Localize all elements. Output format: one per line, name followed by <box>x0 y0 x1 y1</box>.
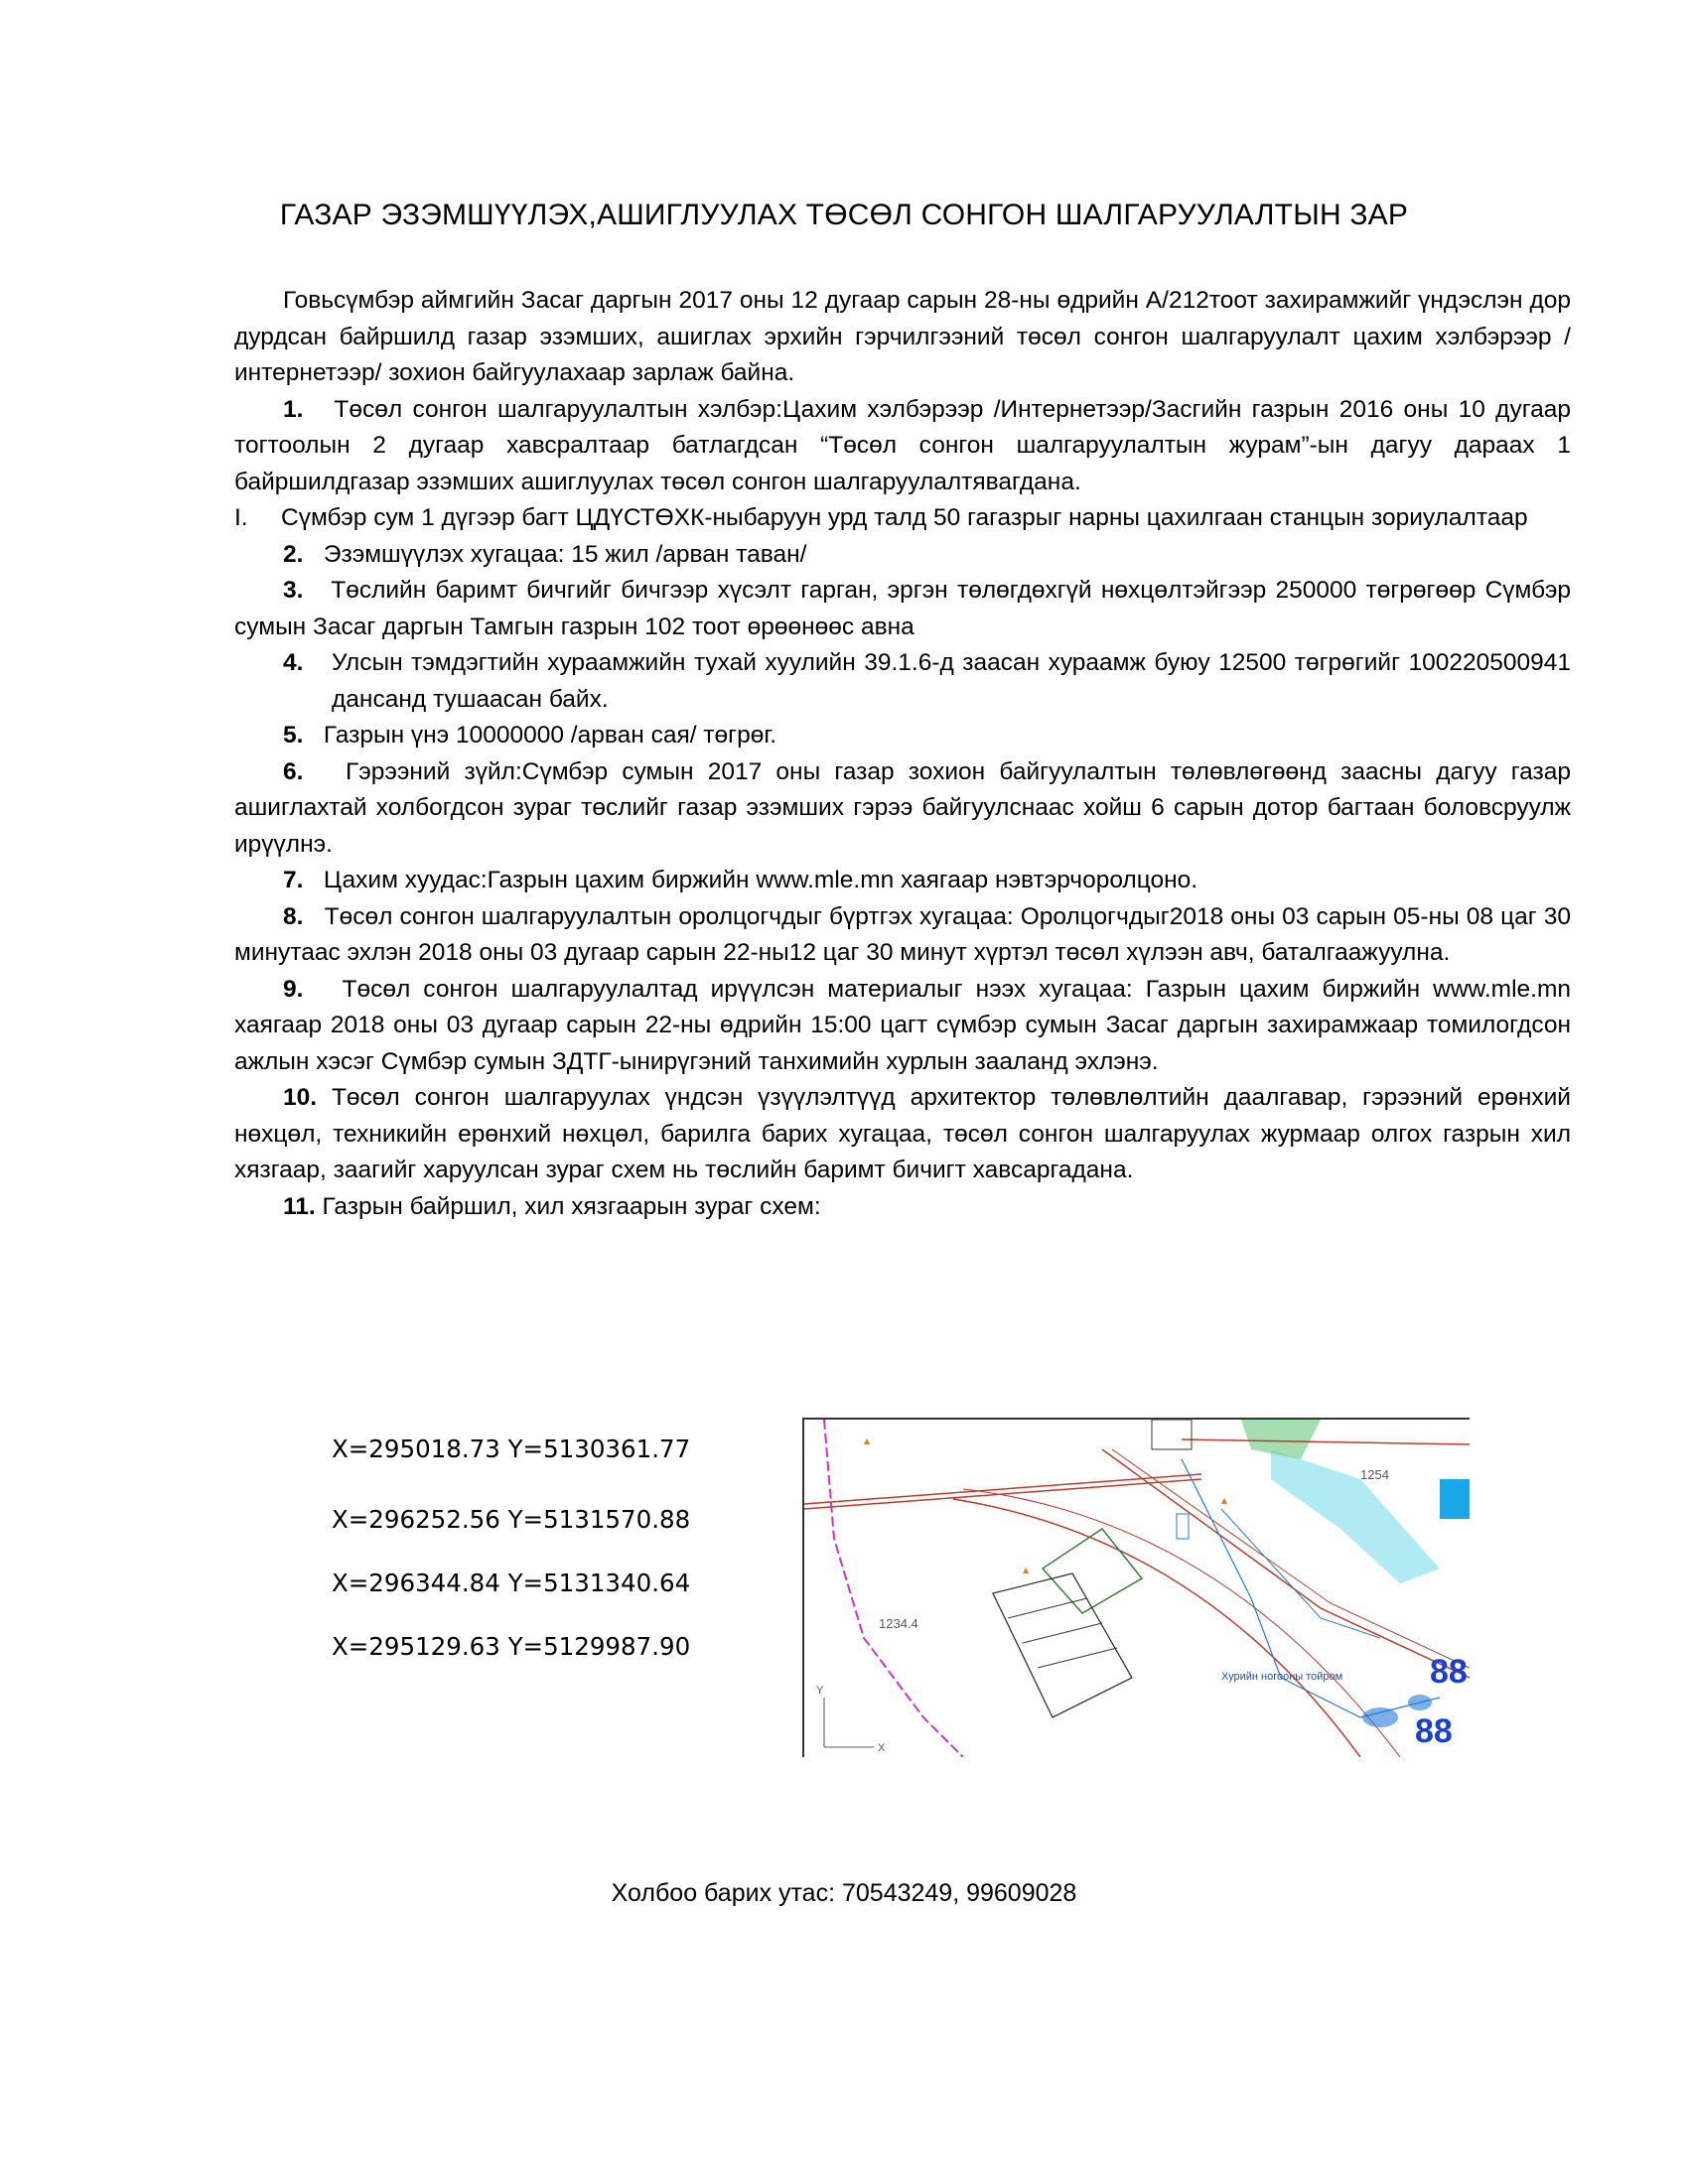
map-label: 88 <box>1430 1653 1468 1691</box>
coordinate-3: X=296344.84 Y=5131340.64 <box>332 1569 691 1597</box>
item-text: Газрын үнэ 10000000 /арван сая/ төгрөг. <box>323 722 777 749</box>
item-number: 6. <box>283 757 304 785</box>
map-axis-label: Y <box>816 1685 824 1697</box>
item-number: 8. <box>283 902 304 930</box>
item-text: Эзэмшүүлэх хугацаа: 15 жил /арван таван/ <box>323 540 807 568</box>
contact-phone: Холбоо барих утас: 70543249, 99609028 <box>611 1879 1077 1907</box>
item-text: Гэрээний зүйл:Сүмбэр сумын 2017 оны газар зохион байгуулалтын төлөвлөгөөнд заасны дагуу газар ашиглахтай холбогдсон зураг төслийг газар эзэмших гэрээ байгуулснаас хойш 6 сарын дотор багтаан боловсруулж ирүүлнэ. <box>234 757 1572 858</box>
document-title: ГАЗАР ЭЗЭМШҮҮЛЭХ,АШИГЛУУЛАХ ТӨСӨЛ СОНГОН ШАЛГАРУУЛАЛТЫН ЗАР <box>279 199 1409 231</box>
road-line <box>1182 1439 1470 1444</box>
item-text: Төсөл сонгон шалгаруулалтад ирүүлсэн материалыг нээх хугацаа: Газрын цахим биржийн www.mle.mn хаягаар 2018 оны 03 дугаар сарын 22-ны өдрийн 15:00 цагт сүмбэр сумын Засаг даргын захирамжаар томилогдсон ажлын хэсэг Сүмбэр сумын ЗДТГ-ынирүгэний танхимийн хурлын зааланд эхлэнэ. <box>234 975 1571 1075</box>
building <box>1177 1514 1189 1539</box>
document-body <box>234 283 1571 1225</box>
pond <box>1362 1707 1398 1727</box>
list-item-11 <box>234 1189 1571 1226</box>
item-number: 1. <box>283 395 304 423</box>
item-text: Төслийн баримт бичгийг бичгээр хүсэлт гарган, эргэн төлөгдөхгүй нөхцөлтэйгээр 250000 төгрөгөөр Сүмбэр сумын Засаг даргын Тамгын газрын 102 тоот өрөөнөөс авна <box>234 577 1572 640</box>
building <box>1152 1420 1192 1449</box>
target-parcel <box>993 1573 1132 1717</box>
grid-line <box>824 1420 963 1757</box>
item-text: Төсөл сонгон шалгаруулалтын хэлбэр:Цахим хэлбэрээр /Интернетээр/Засгийн газрын 2016 оны 10 дугаар тогтоолын 2 дугаар хавсралтаар батлагдсан “Төсөл сонгон шалгаруулалтын журам”-ын дагуу дараах 1 байршилдгазар эзэмших ашиглуулах төсөл сонгон шалгаруулалтявагдана. <box>234 395 1571 495</box>
parcel-outline <box>1043 1529 1142 1613</box>
item-number: 10. <box>283 1084 318 1111</box>
marker-icon: ▴ <box>1221 1493 1228 1507</box>
green-area <box>1241 1420 1321 1459</box>
marker-icon: ▴ <box>1023 1563 1030 1576</box>
pond <box>1408 1695 1432 1710</box>
parcel-divider <box>1038 1648 1117 1668</box>
list-item-8 <box>234 899 1571 972</box>
sub-item-number: I. <box>234 504 248 531</box>
marker-icon: ▴ <box>864 1433 871 1447</box>
list-item-7 <box>234 863 1571 899</box>
item-number: 2. <box>283 540 304 568</box>
item-text: Улсын тэмдэгтийн хураамжийн тухай хуулийн 39.1.6-д заасан хураамж буюу 12500 төгрөгийг 100220500941 дансанд тушаасан байх. <box>332 649 1571 713</box>
item-number: 3. <box>283 577 304 604</box>
location-map-image <box>802 1418 1470 1757</box>
list-item-5 <box>234 718 1571 754</box>
list-item-10 <box>234 1080 1571 1189</box>
list-item-2 <box>234 537 1571 574</box>
item-number: 11. <box>283 1192 316 1220</box>
water-area <box>1271 1449 1440 1583</box>
item-number: 4. <box>283 649 304 676</box>
parcel-divider <box>1023 1623 1102 1643</box>
list-item-6 <box>234 754 1571 864</box>
item-number: 7. <box>283 867 304 893</box>
item-number: 5. <box>283 722 304 749</box>
item-text: Төсөл сонгон шалгаруулалтын оролцогчдыг бүртгэх хугацаа: Оролцогчдыг2018 оны 03 сарын 05-ны 08 цаг 30 минутаас эхлэн 2018 оны 03 дугаар сарын 22-ны12 цаг 30 минут хүртэл төсөл хүлээн авч, баталгаажуулна. <box>234 902 1572 966</box>
coordinate-4: X=295129.63 Y=5129987.90 <box>332 1632 691 1661</box>
item-text: Төсөл сонгон шалгаруулах үндсэн үзүүлэлтүүд архитектор төлөвлөлтийн даалгавар, гэрээний ерөнхий нөхцөл, техникийн ерөнхий нөхцөл, барилга барих хугацаа, төсөл сонгон шалгаруулах журмаар олгох газрын хил хязгаар, заагийг харуулсан зураг схем нь төслийн баримт бичигт хавсаргадана. <box>234 1084 1571 1183</box>
sub-item-I <box>234 500 1571 537</box>
list-item-1 <box>234 392 1571 501</box>
map-drawing <box>804 1420 1470 1757</box>
road-line <box>953 1499 1360 1757</box>
coordinate-1: X=295018.73 Y=5130361.77 <box>332 1434 691 1463</box>
map-axis-label: X <box>878 1742 886 1754</box>
map-label: 1254 <box>1360 1467 1389 1482</box>
intro-paragraph: Говьсүмбэр аймгийн Засаг даргын 2017 оны 12 дугаар сарын 28-ны өдрийн А/212тоот захирамжийг үндэслэн дор дурдсан байршилд газар эзэмших, ашиглах эрхийн гэрчилгээний төсөл сонгон шалгаруулалт цахим хэлбэрээр /интернетээр/ зохион байгуулахаар зарлаж байна. <box>234 287 1571 386</box>
road-line <box>804 1479 1201 1509</box>
map-label: Хурийн ногооны тойром <box>1221 1671 1343 1683</box>
sub-item-text: Сүмбэр сум 1 дүгээр багт ЦДҮСТӨХК-ныбаруун урд талд 50 гагазрыг нарны цахилгаан станцын зориулалтаар <box>281 504 1528 531</box>
item-number: 9. <box>283 975 304 1003</box>
list-item-3 <box>234 573 1571 645</box>
list-item-4 <box>234 645 1571 718</box>
parcel-divider <box>1008 1598 1087 1618</box>
lake <box>1440 1479 1470 1519</box>
item-text: Цахим хуудас:Газрын цахим биржийн www.mle.mn хаягаар нэвтэрчоролцоно. <box>323 867 1198 893</box>
map-label: 1234.4 <box>879 1616 918 1631</box>
item-text: Газрын байршил, хил хязгаарын зураг схем: <box>322 1192 821 1220</box>
coordinate-2: X=296252.56 Y=5131570.88 <box>332 1505 691 1534</box>
list-item-9 <box>234 972 1571 1081</box>
map-label: 88 <box>1415 1712 1453 1750</box>
